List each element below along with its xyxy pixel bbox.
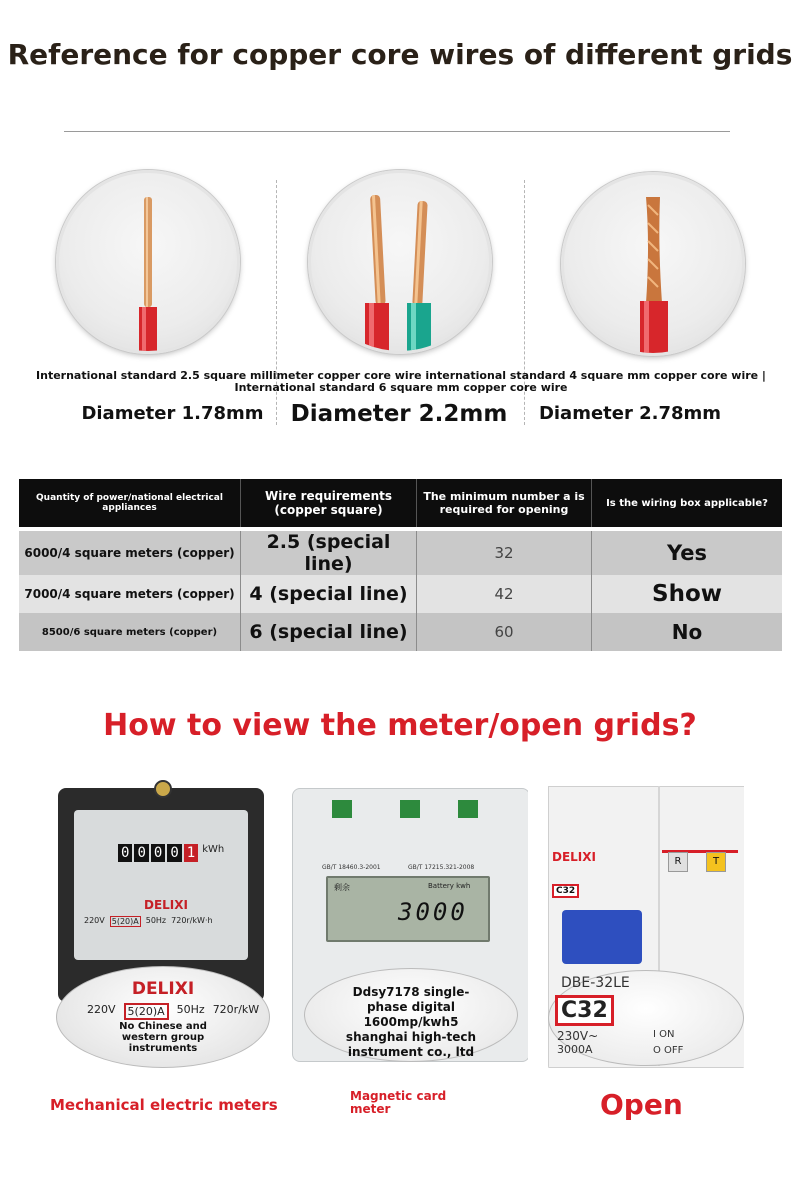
table-row [19,613,782,651]
counter-digit: 0 [134,844,148,862]
terminal-left [332,800,352,818]
card-overlay-text: Ddsy7178 single-phase digital 1600mp/kwh5 shanghai high-tech instrument co., ltd [345,985,477,1059]
spec-frequency: 50Hz [176,1003,205,1016]
counter-digit: 0 [167,844,181,862]
meter-section-title: How to view the meter/open grids? [103,708,697,743]
spec-current: 5(20)A [111,917,139,926]
test-button-r: R [668,852,688,872]
header-minimum-opening: The minimum number a is required for opening [417,479,592,529]
cell-wire: 2.5 (special line) [241,529,417,575]
counter-digit: 0 [151,844,165,862]
meter-seal [154,780,172,798]
meter-brand-large: DELIXI [131,979,195,999]
cell-minimum: 60 [417,613,592,651]
card-meter-label: Magnetic card meter [350,1089,447,1116]
counter-unit: kWh [202,844,225,855]
card-meter-magnifier [304,968,518,1062]
diameter-2-78: Diameter 2.78mm [538,403,722,424]
cell-minimum: 32 [417,529,592,575]
wire-caption: International standard 2.5 square millimeter copper core wire international standard 4 square mm copper core wire | International standard 6 square mm copper core wire [36,369,766,394]
wire-4mm-photo [308,170,492,354]
test-button-t: T [706,852,726,872]
spec-revolutions: 720r/kW·h [171,916,213,925]
title-divider [64,131,730,132]
mechanical-meter-label: Mechanical electric meters [50,1096,278,1114]
diameter-1-78: Diameter 1.78mm [81,403,264,424]
header-wire-requirements: Wire requirements (copper square) [241,479,417,529]
breaker-toggle [562,910,642,964]
table-row [19,575,782,613]
wire-2-5mm-photo [56,170,240,354]
breaker-voltage: 230V~ [557,1029,599,1043]
counter-digit: 0 [118,844,132,862]
breaker-on-label: I ON [653,1029,675,1040]
page-title: Reference for copper core wires of different grids [7,38,793,71]
breaker-photo [548,780,744,1070]
cell-wire: 6 (special line) [241,613,417,651]
card-meter-photo [292,780,528,1070]
spec-voltage: 220V [84,916,105,925]
header-wiring-box: Is the wiring box applicable? [592,479,783,529]
table-row [19,529,782,575]
breaker-brand: DELIXI [552,850,596,864]
meter-face [74,810,248,960]
cell-quantity: 8500/6 square meters (copper) [19,613,241,651]
diameter-2-2: Diameter 2.2mm [290,401,508,427]
wire-6mm-photo [561,172,745,356]
cell-quantity: 6000/4 square meters (copper) [19,529,241,575]
cell-applicable: Show [592,575,783,613]
table-header-row [19,479,782,529]
wire-requirement-table [19,479,782,651]
breaker-off-label: O OFF [653,1045,684,1056]
terminal-middle [400,800,420,818]
spec-revolutions: 720r/kW [212,1003,260,1016]
cell-applicable: No [592,613,783,651]
cell-minimum: 42 [417,575,592,613]
breaker-capacity: 3000A [557,1043,593,1056]
meter-spec-large [87,1003,259,1020]
cell-quantity: 7000/4 square meters (copper) [19,575,241,613]
breaker-label: Open [600,1088,683,1121]
cell-applicable: Yes [592,529,783,575]
cell-wire: 4 (special line) [241,575,417,613]
standard-right: GB/T 17215.321-2008 [408,864,475,871]
meter-overlay-text: No Chinese and western group instruments [119,1021,207,1054]
counter-digit: 1 [184,844,198,862]
breaker-rating-small: C32 [552,884,579,898]
lcd-label-left: 剩余 [334,883,350,892]
meter-magnifier [56,966,270,1068]
lcd-display [326,876,490,942]
mechanical-meter-photo [50,780,272,1070]
header-quantity: Quantity of power/national electrical appliances [19,479,241,529]
lcd-label-right: Battery kwh [428,882,471,890]
breaker-magnifier [548,970,744,1066]
terminal-right [458,800,478,818]
spec-frequency: 50Hz [145,916,167,925]
spec-voltage: 220V [87,1003,116,1016]
breaker-rating-large: C32 [555,995,614,1026]
lcd-value: 3000 [398,898,468,926]
meter-counter [118,844,224,862]
spec-current: 5(20)A [124,1003,169,1020]
standard-left: GB/T 18460.3-2001 [322,864,381,871]
meter-spec-small [84,916,213,927]
breaker-model: DBE-32LE [561,975,630,991]
meter-brand-small: DELIXI [144,898,188,912]
